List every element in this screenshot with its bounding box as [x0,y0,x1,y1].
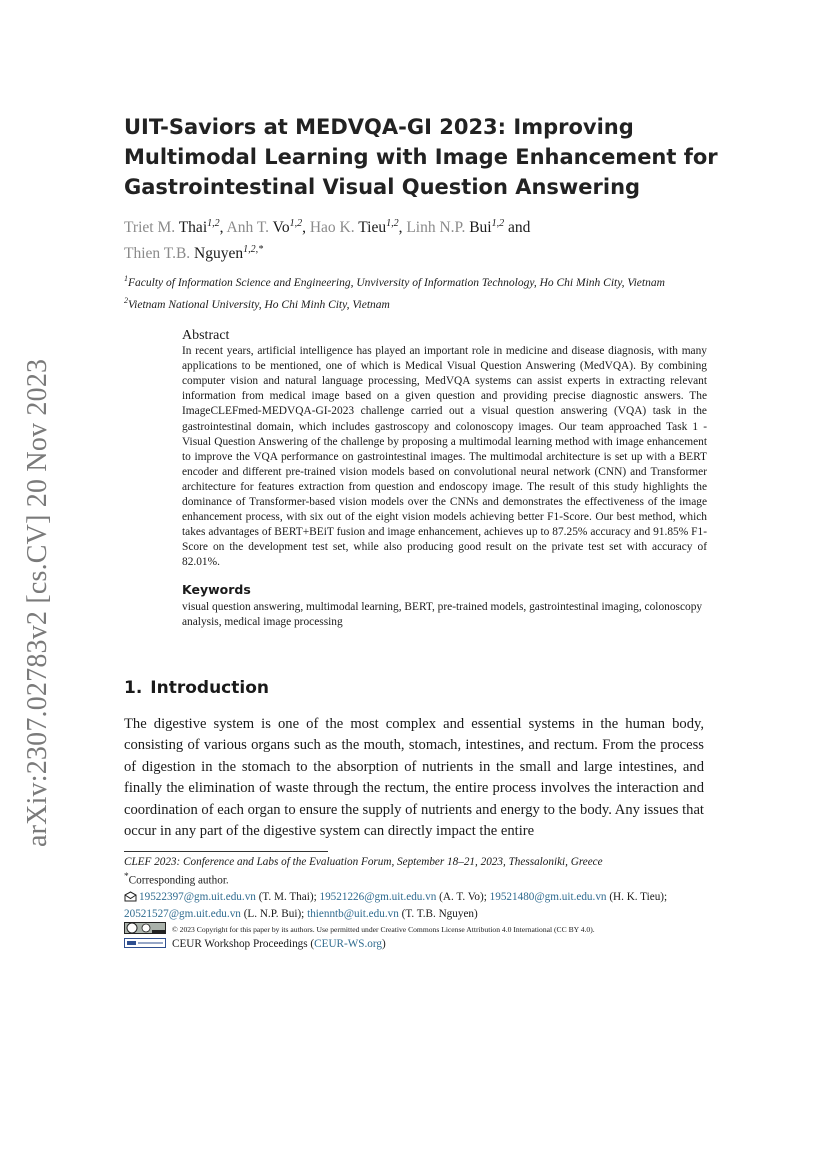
keywords-text: visual question answering, multimodal learning, BERT, pre-trained models, gastrointestinal imaging, colonoscopy analysis, medical image processing [182,601,703,629]
email-link[interactable]: 19522397@gm.uit.edu.vn [139,890,256,903]
ceur-logo-icon [124,938,166,948]
email-link[interactable]: thienntb@uit.edu.vn [307,907,399,920]
email-list: 19522397@gm.uit.edu.vn (T. M. Thai); 19521226@gm.uit.edu.vn (A. T. Vo); 19521480@gm.uit.edu.vn (H. K. Tieu); 20521527@gm.uit.edu.vn (L. N.P. Bui); thienntb@uit.edu.vn (T. T.B. Nguyen) [124,890,668,920]
author-list [124,213,724,265]
affiliations [124,270,724,314]
author: Hao K. Tieu$^{1,2}$, [309,218,407,237]
email-link[interactable]: 20521527@gm.uit.edu.vn [124,907,241,920]
keywords-heading: Keywords [182,582,251,597]
paper-title: UIT-Saviors at MEDVQA-GI 2023: Improving Multimodal Learning with Image Enhancement for Gastrointestinal Visual Question Answering [124,115,718,199]
envelope-icon [124,891,137,907]
abstract [182,328,707,571]
author: Linh N.P. Bui$^{1,2}$ and [406,218,531,237]
ceur-line: CEUR Workshop Proceedings (CEUR-WS.org) [124,937,709,952]
author: Thien T.B. Nguyen$^{1,2,*}$ [124,244,264,263]
abstract-heading: Abstract [182,328,230,343]
section-number: 1. [124,678,143,698]
abstract-text: In recent years, artificial intelligence has played an important role in medicine and disease diagnosis, with many applications to be mentioned, one of which is Medical Visual Question Answering (MedVQA). By combining computer vision and natural language processing, MedVQA systems can assist experts in extracting relevant information from medical image based on a given question and providing precise diagnostic answers. The ImageCLEFmed-MEDVQA-GI-2023 challenge carried out a visual question answering (VQA) task in the gastrointestinal domain, which includes gastroscopy and colonoscopy images. Our team approached Task 1 - Visual Question Answering of the challenge by proposing a multimodal learning method with image enhancement to improve the VQA performance on gastrointestinal images. The multimodal architecture is set up with a BERT encoder and different pre-trained vision models based on convolutional neural network (CNN) and Transformer architecture for features extraction from question and endoscopy image. The result of this study highlights the dominance of Transformer-based vision models over the CNNs and demonstrates the effectiveness of the image enhancement process, with six out of the eight vision models achieving better F1-Score. Our best method, which takes advantages of BERT+BEiT fusion and image enhancement, achieves up to 87.25% accuracy and 91.85% F1-Score on the development test set, while also producing good result on the private test set with accuracy of 82.01%. [182,345,707,569]
footnote-rule [124,851,328,852]
email-link[interactable]: 19521226@gm.uit.edu.vn [319,890,437,903]
email-link[interactable]: 19521480@gm.uit.edu.vn [489,890,607,903]
footnotes [124,855,709,953]
affiliation: $^2$Vietnam National University, Ho Chi Minh City, Vietnam [124,295,390,311]
ceur-link[interactable]: CEUR-WS.org [314,938,383,951]
corresponding-note: *Corresponding author. [124,872,229,888]
introduction-text: The digestive system is one of the most complex and essential systems in the human body, consisting of various organs such as the mouth, stomach, intestines, and rectum. From the process of digestion in the stomach to the absorption of nutrients in the small and large intestines, and finally the elimination of waste through the rectum, the entire process involves the interaction and coordination of each organ to ensure the supply of nutrients and energy to the body. Any issues that occur in any part of the digestive system can directly impact the entire [124,716,704,840]
cc-by-badge-icon [124,922,166,934]
affiliation: $^1$Faculty of Information Science and Engineering, Unviversity of Information Technology, Ho Chi Minh City, Vietnam [124,274,665,289]
section-heading [124,678,269,698]
copyright-note: © 2023 Copyright for this paper by its authors. Use permitted under Creative Commons License Attribution 4.0 International (CC BY 4.0). [124,922,709,937]
author: Triet M. Thai$^{1,2}$, [124,218,227,237]
section-title: Introduction [150,678,269,698]
arxiv-identifier: arXiv:2307.02783v2 [cs.CV] 20 Nov 2023 [22,358,53,847]
author: Anh T. Vo$^{1,2}$, [226,218,310,237]
conference-note: CLEF 2023: Conference and Labs of the Evaluation Forum, September 18–21, 2023, Thessaloniki, Greece [124,856,603,868]
